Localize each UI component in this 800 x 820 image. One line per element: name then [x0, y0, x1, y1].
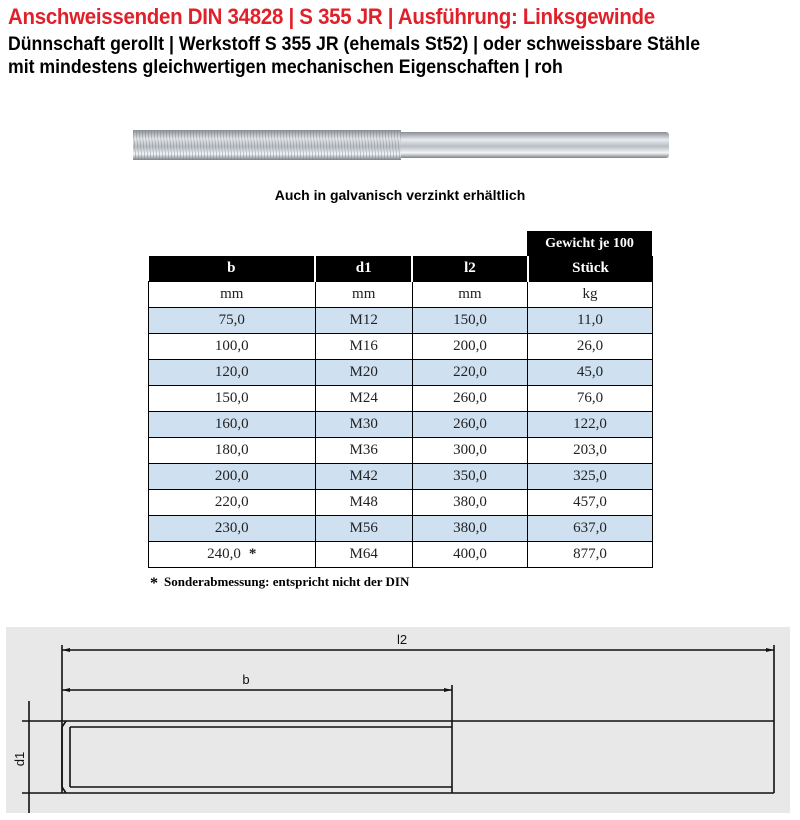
- cell-value: 300,0: [453, 442, 487, 458]
- cell-value: 150,0: [453, 312, 487, 328]
- cell-b: [149, 412, 316, 438]
- column-header-d1: d1: [315, 256, 412, 282]
- cell-l2: [412, 542, 527, 568]
- label-d1: d1: [12, 751, 27, 767]
- cell-b: [149, 490, 316, 516]
- unit-b: mm: [149, 282, 316, 308]
- cell-value: M16: [349, 338, 378, 354]
- table-row: [149, 412, 653, 438]
- cell-value: M24: [349, 390, 378, 406]
- cell-value: 457,0: [573, 494, 607, 510]
- cell-value: 26,0: [576, 338, 604, 354]
- table-row: [149, 308, 653, 334]
- table-header-row: [149, 256, 653, 282]
- table-row: [149, 386, 653, 412]
- cell-b: [149, 438, 316, 464]
- cell-l2: [412, 386, 527, 412]
- cell-d1: [315, 490, 412, 516]
- cell-value: M48: [349, 494, 378, 510]
- cell-value: M20: [349, 364, 378, 380]
- table-row: [149, 516, 653, 542]
- b-arrow-right: [444, 688, 452, 692]
- cell-value: 75,0: [218, 312, 245, 328]
- cell-d1: [315, 334, 412, 360]
- b-arrow-left: [62, 688, 70, 692]
- cell-weight: [528, 360, 653, 386]
- cell-b: [149, 516, 316, 542]
- cell-b: [149, 308, 316, 334]
- cell-value: 260,0: [453, 416, 487, 432]
- cell-value: 160,0: [214, 416, 249, 432]
- subtitle-line-2: mit mindestens gleichwertigen mechanischen Eigenschaften | roh: [8, 57, 563, 78]
- cell-value: M42: [349, 468, 378, 484]
- cell-d1: [315, 360, 412, 386]
- cell-value: 380,0: [453, 520, 487, 536]
- cell-value: 260,0: [453, 390, 487, 406]
- table-row: [149, 464, 653, 490]
- cell-l2: [412, 412, 527, 438]
- table-row: [149, 542, 653, 568]
- cell-value: 350,0: [453, 468, 487, 484]
- cell-value: M56: [349, 520, 378, 536]
- units-row: [149, 282, 653, 308]
- cell-weight: [528, 490, 653, 516]
- cell-b: [149, 360, 316, 386]
- cell-value: 122,0: [573, 416, 607, 432]
- cell-d1: [315, 438, 412, 464]
- footnote-marker: *: [150, 575, 158, 592]
- cell-d1: [315, 308, 412, 334]
- l2-arrow-right: [766, 648, 774, 652]
- cell-value: M30: [349, 416, 378, 432]
- column-header-l2: l2: [412, 256, 527, 282]
- cell-value: 325,0: [573, 468, 607, 484]
- cell-value: 11,0: [577, 312, 603, 328]
- cell-value: 400,0: [453, 546, 487, 562]
- cell-weight: [528, 438, 653, 464]
- cell-b: [149, 542, 316, 568]
- cell-value: 180,0: [214, 442, 249, 458]
- technical-drawing: [6, 627, 790, 813]
- cell-weight: [528, 516, 653, 542]
- cell-value: 240,0: [207, 546, 241, 562]
- page-title: Anschweissenden DIN 34828 | S 355 JR | Ausführung: Linksgewinde: [8, 4, 655, 29]
- column-header-b: b: [149, 256, 316, 282]
- l2-arrow-left: [62, 648, 70, 652]
- weight-header-top: Gewicht je 100: [527, 231, 652, 256]
- label-b: b: [242, 672, 250, 687]
- cell-b: [149, 386, 316, 412]
- cell-value: M12: [349, 312, 378, 328]
- cell-weight: [528, 464, 653, 490]
- table-row: [149, 490, 653, 516]
- chamfer: [62, 721, 66, 793]
- cell-l2: [412, 308, 527, 334]
- cell-l2: [412, 334, 527, 360]
- unit-weight: kg: [528, 282, 653, 308]
- cell-d1: [315, 464, 412, 490]
- unit-d1: mm: [315, 282, 412, 308]
- cell-b: [149, 334, 316, 360]
- cell-value: 120,0: [214, 364, 249, 380]
- cell-value: 45,0: [576, 364, 604, 380]
- dimensions-table: [148, 256, 653, 568]
- table-row: [149, 334, 653, 360]
- availability-note: Auch in galvanisch verzinkt erhältlich: [274, 187, 526, 203]
- subtitle-line-1: Dünnschaft gerollt | Werkstoff S 355 JR (ehemals St52) | oder schweissbare Stähle: [8, 34, 701, 55]
- cell-value: 220,0: [214, 494, 249, 510]
- cell-l2: [412, 360, 527, 386]
- cell-l2: [412, 516, 527, 542]
- cell-value: 100,0: [214, 338, 249, 354]
- footnote-marker: *: [248, 546, 257, 562]
- label-l2: l2: [396, 632, 408, 647]
- cell-l2: [412, 438, 527, 464]
- footnote-text: Sonderabmessung: entspricht nicht der DIN: [164, 574, 410, 589]
- cell-value: 220,0: [453, 364, 487, 380]
- cell-weight: [528, 308, 653, 334]
- cell-weight: [528, 334, 653, 360]
- cell-value: 203,0: [573, 442, 607, 458]
- cell-value: M36: [349, 442, 378, 458]
- cell-value: 200,0: [453, 338, 487, 354]
- cell-value: 877,0: [573, 546, 607, 562]
- cell-value: 380,0: [453, 494, 487, 510]
- cell-value: M64: [349, 546, 378, 562]
- cell-value: 230,0: [214, 520, 249, 536]
- cell-l2: [412, 464, 527, 490]
- cell-l2: [412, 490, 527, 516]
- cell-d1: [315, 542, 412, 568]
- cell-value: 150,0: [214, 390, 249, 406]
- cell-weight: [528, 542, 653, 568]
- cell-d1: [315, 516, 412, 542]
- cell-weight: [528, 412, 653, 438]
- cell-d1: [315, 386, 412, 412]
- cell-b: [149, 464, 316, 490]
- footnote: [150, 574, 409, 593]
- threaded-rod-image: [133, 130, 669, 160]
- table-row: [149, 360, 653, 386]
- cell-value: 76,0: [576, 390, 604, 406]
- column-header-weight: Stück: [528, 256, 653, 282]
- unit-l2: mm: [412, 282, 527, 308]
- cell-weight: [528, 386, 653, 412]
- cell-d1: [315, 412, 412, 438]
- cell-value: 200,0: [214, 468, 249, 484]
- cell-value: 637,0: [573, 520, 607, 536]
- table-row: [149, 438, 653, 464]
